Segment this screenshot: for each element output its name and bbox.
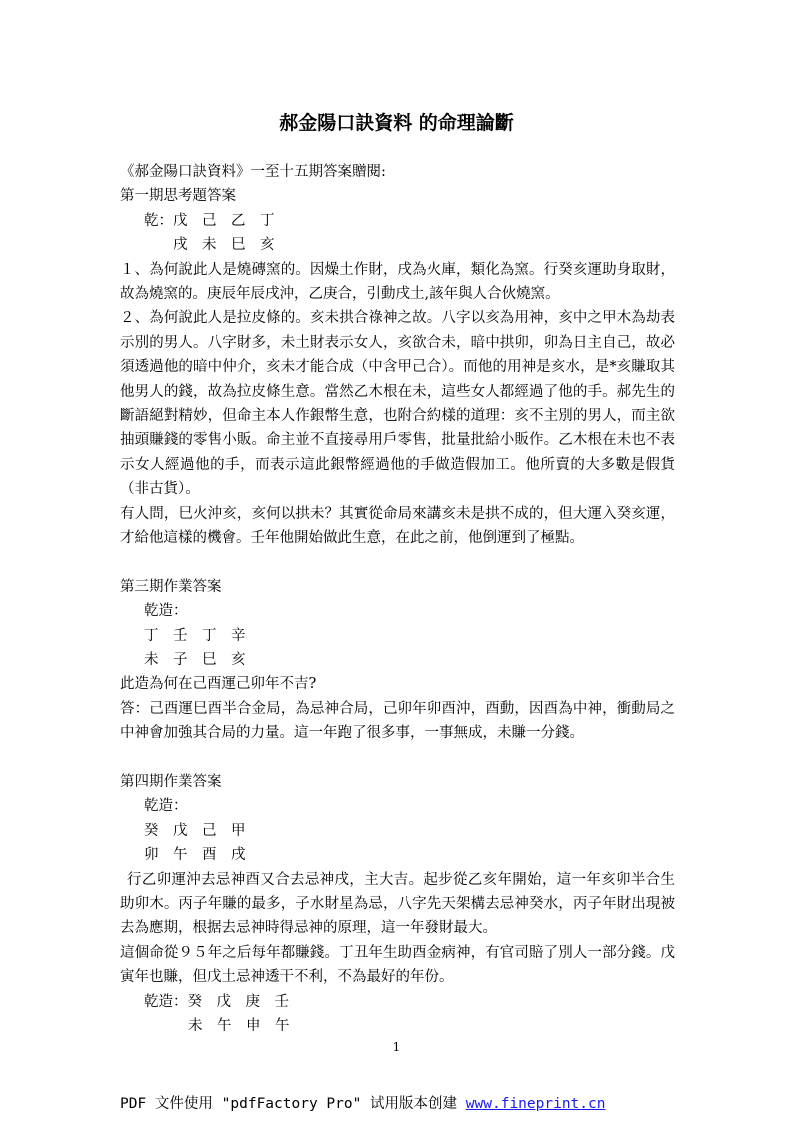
section1-heading: 第一期思考題答案 (120, 188, 236, 205)
footer-text: PDF 文件使用 "pdfFactory Pro" 试用版本创建 (120, 1096, 458, 1112)
section3-label: 乾造： (144, 603, 188, 620)
document-body (120, 160, 675, 1038)
section3-answer: 答：己酉運巳酉半合金局，為忌神合局，己卯年卯酉沖，酉動，因酉為中神，衝動局之中神會加強其合局的力量。這一年跑了很多事，一事無成，未賺一分錢。 (120, 700, 675, 742)
section1-q1: １、為何說此人是燒磚窯的。因燥土作財，戌為火庫，類化為窯。行癸亥運助身取財，故為燒窯的。庚辰年辰戌沖，乙庚合，引動戌土,該年與人合伙燒窯。 (120, 261, 675, 302)
spacer (120, 746, 675, 770)
section3-chart-row2: 未 子 巳 亥 (144, 652, 246, 668)
intro-line: 《郝金陽口訣資料》一至十五期答案贈閱: (120, 164, 386, 180)
section4-p2: 這個命從９５年之后每年都賺錢。丁丑年生助酉金病神，有官司賠了別人一部分錢。戊寅年也賺，但戊土忌神透干不利，不為最好的年份。 (120, 944, 675, 986)
section4-chart2-row2: 未 午 申 午 (188, 1017, 290, 1034)
section3-chart-row1: 丁 壬 丁 辛 (144, 627, 246, 644)
section3-heading: 第三期作業答案 (120, 578, 222, 595)
section1-chart-row2: 戌 未 巳 亥 (173, 237, 275, 254)
section4-chart2-row1: 乾造：癸 戊 庚 壬 (144, 993, 289, 1010)
section4-heading: 第四期作業答案 (120, 773, 222, 790)
section4-chart-row2: 卯 午 酉 戌 (144, 847, 246, 864)
spacer (120, 550, 675, 574)
section3-question: 此造為何在己酉運己卯年不吉? (120, 676, 317, 693)
footer-link[interactable]: www.fineprint.cn (465, 1096, 606, 1112)
section4-chart-row1: 癸 戊 己 甲 (144, 822, 246, 839)
section1-q3: 有人問，巳火沖亥，亥何以拱未？其實從命局來講亥未是拱不成的，但大運入癸亥運，才給他這樣的機會。壬年他開始做此生意，在此之前，他倒運到了極點。 (120, 505, 675, 547)
section1-q2: ２、為何說此人是拉皮條的。亥未拱合祿神之故。八字以亥為用神，亥中之甲木為劫表示別的男人。八字財多，未土財表示女人，亥欲合未，暗中拱卯，卯為日主自己，故必須透過他的暗中仲介，亥未才能合成（中含甲己合）。而他的用神是亥水，是*亥賺取其他男人的錢，故為拉皮條生意。當然乙木根在未，這些女人都經過了他的手。郝先生的斷語絕對精妙，但命主本人作銀幣生意，也附合約樣的道理：亥不主別的男人，而主欲抽頭賺錢的零售小販。命主並不直接尋用戶零售，批量批給小販作。乙木根在未也不表示女人經過他的手，而表示這此銀幣經過他的手做造假加工。他所賣的大多數是假貨（非古貨）。 (120, 310, 675, 498)
section4-label: 乾造： (144, 798, 188, 815)
page-title: 郝金陽口訣資料 的命理論斷 (279, 112, 514, 134)
page-number: 1 (392, 1040, 401, 1054)
pdf-footer (120, 1092, 605, 1113)
section1-chart-row1: 乾：戊 己 乙 丁 (144, 212, 275, 229)
section4-p1: 行乙卯運沖去忌神酉又合去忌神戌，主大吉。起步從乙亥年開始，這一年亥卯半合生助卯木。丙子年賺的最多，子水財星為忌，八字先天架構去忌神癸水，丙子年財出現被去為應期，根据去忌神時得忌神的原理，這一年發財最大。 (120, 871, 675, 937)
